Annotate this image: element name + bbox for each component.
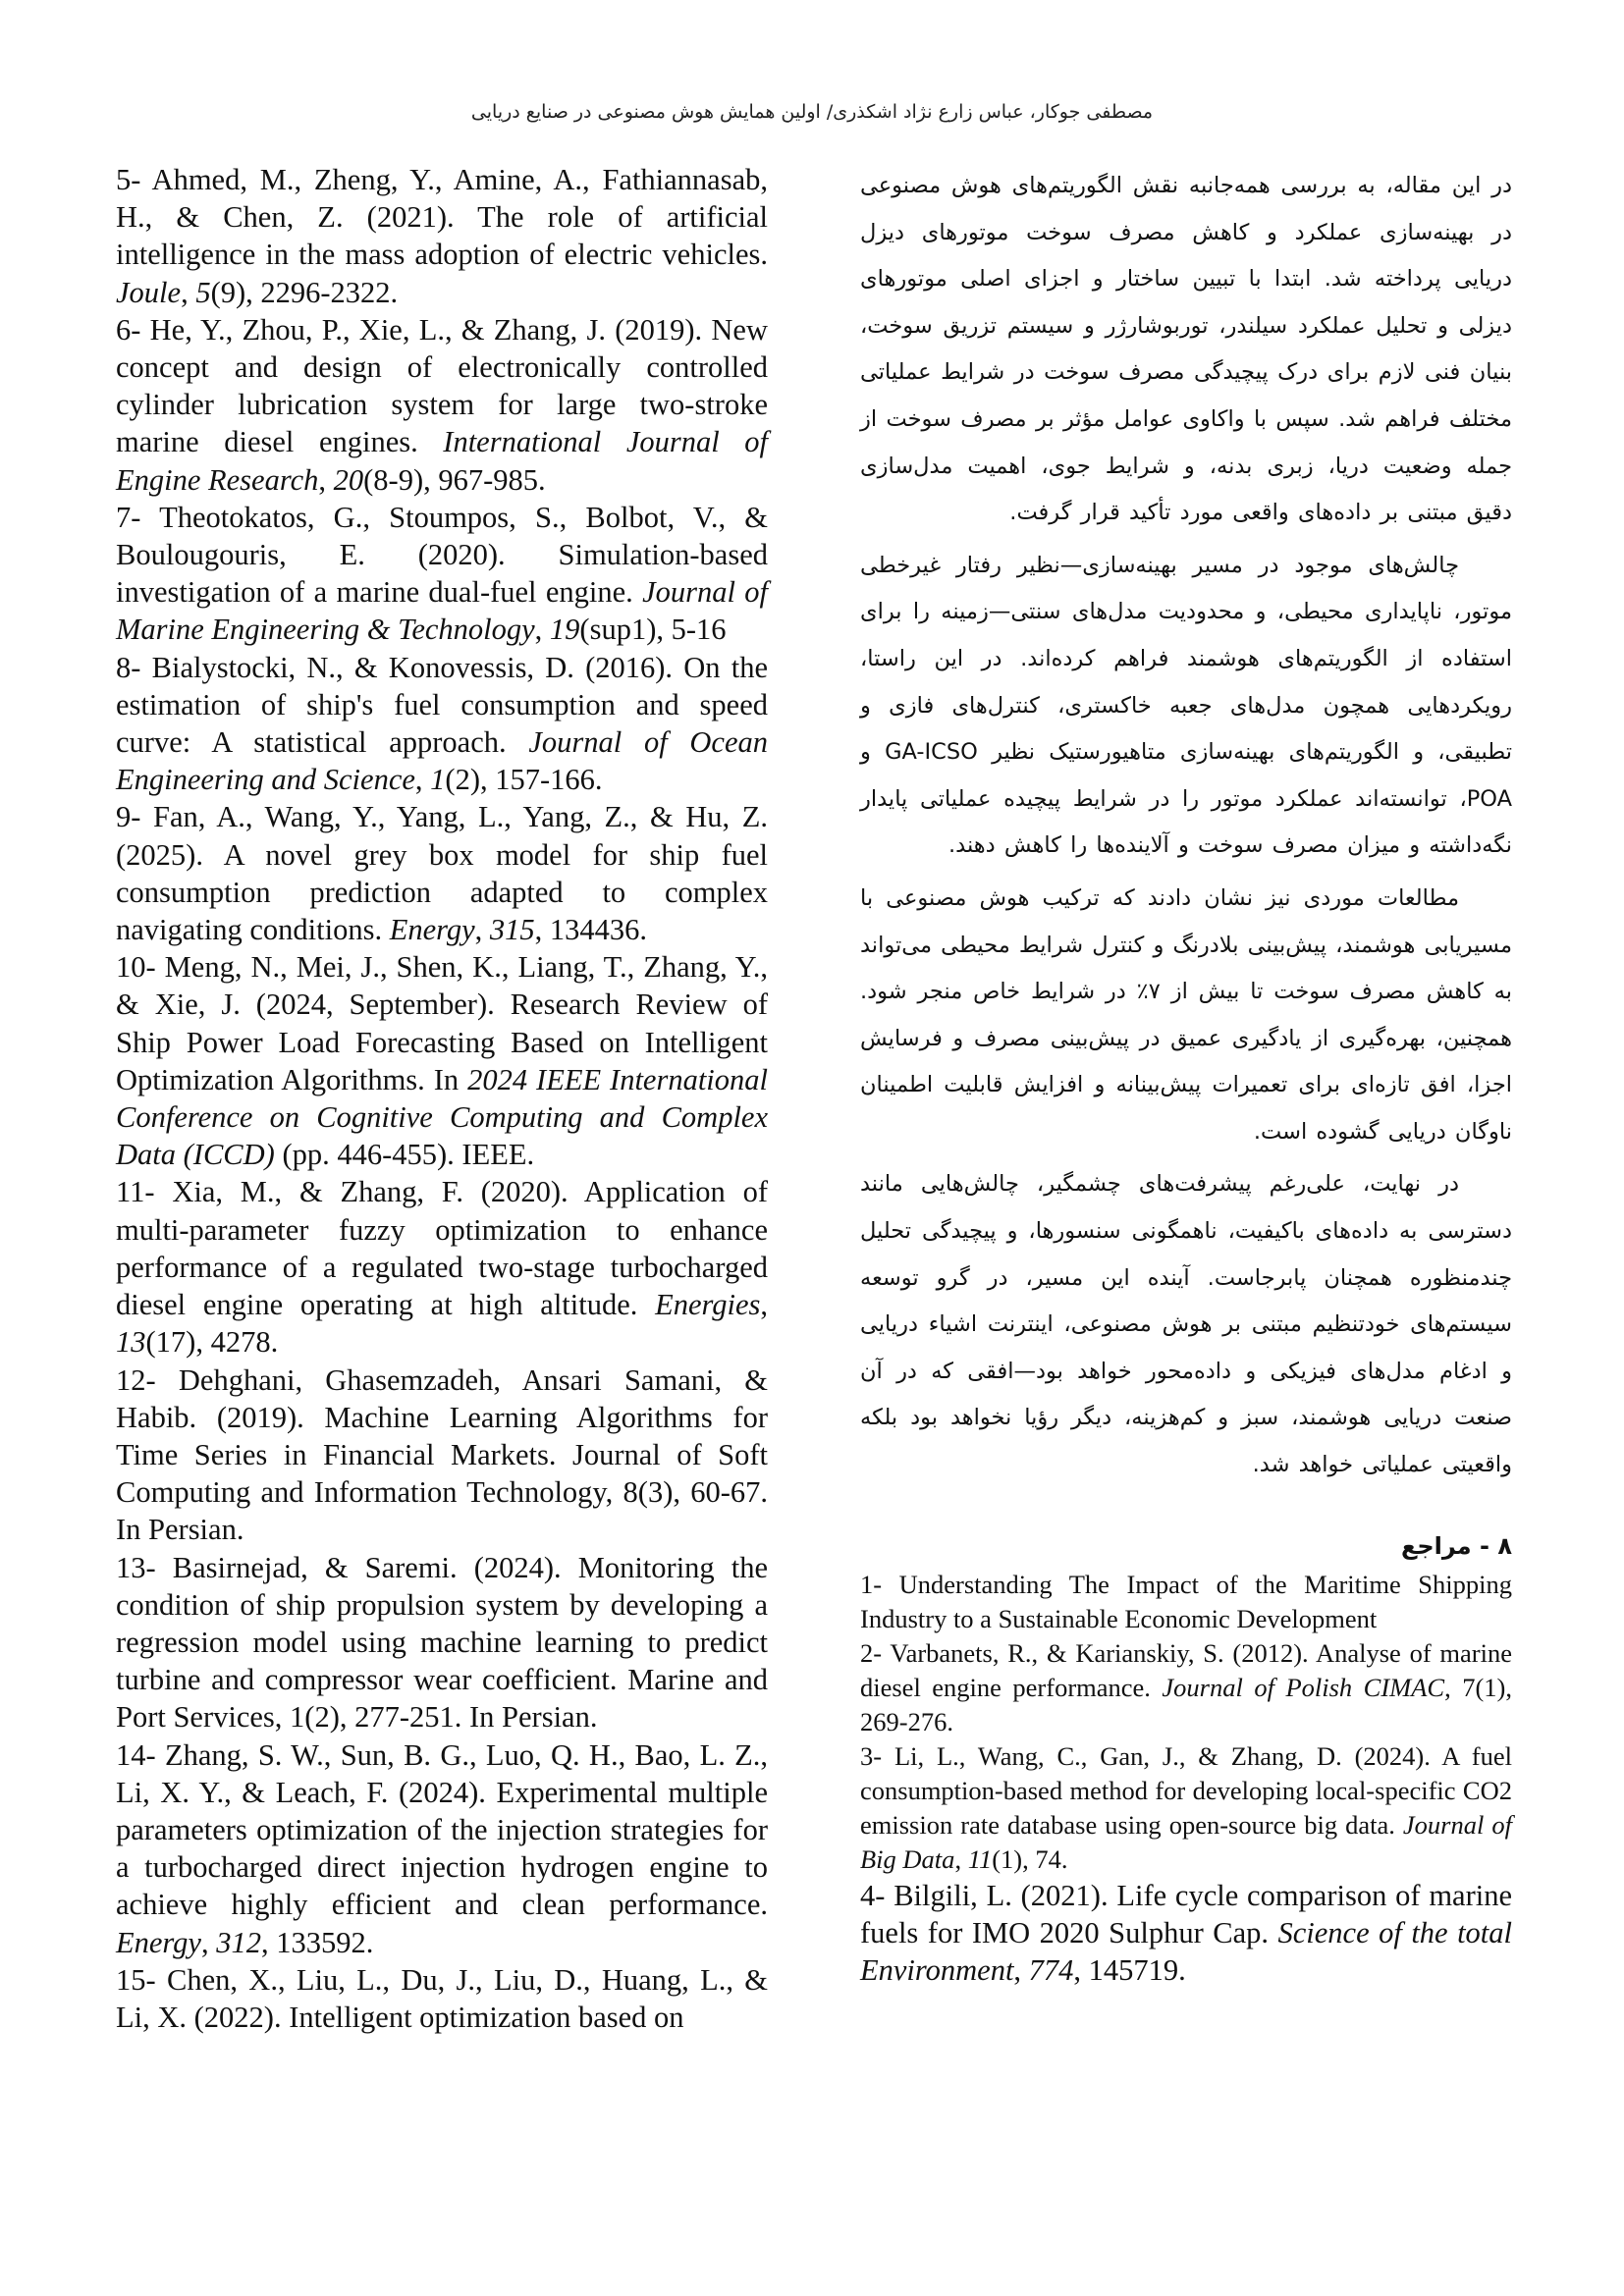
conclusion-paragraph: در نهایت، علی‌رغم پیشرفت‌های چشمگیر، چالش‌هایی مانند دسترسی به داده‌های باکیفیت، ناهمگونی سنسورها، و پیچیدگی تحلیل چندمنظوره همچنان پابرجاست. آینده این مسیر، در گرو توسعه سیستم‌های خودتنظیم مبتنی بر هوش مصنوعی، اینترنت اشیاء دریایی و ادغام مدل‌های فیزیکی و داده‌محور خواهد بود—افقی که در آن صنعت دریایی هوشمند، سبز و کم‌هزینه، دیگر رؤیا نخواهد بود بلکه واقعیتی عملیاتی خواهد شد. (860, 1171, 1512, 1478)
right-column-references (860, 1568, 1512, 1990)
reference-item: 1- Understanding The Impact of the Maritime Shipping Industry to a Sustainable Economic Development (860, 1569, 1512, 1633)
reference-item: 8- Bialystocki, N., & Konovessis, D. (2016). On the estimation of ship's fuel consumption and speed curve: A statistical approach. Journal of Ocean Engineering and Science, 1(2), 157-166. (116, 650, 768, 797)
running-header: مصطفی جوکار، عباس زارع نژاد اشکذری/ اولین همایش هوش مصنوعی در صنایع دریایی (470, 101, 1154, 123)
reference-item: 3- Li, L., Wang, C., Gan, J., & Zhang, D. (2024). A fuel consumption-based method for developing local-specific CO2 emission rate database using open-source big data. Journal of Big Data, 11(1), 74. (860, 1740, 1513, 1874)
reference-item: 12- Dehghani, Ghasemzadeh, Ansari Samani, & Habib. (2019). Machine Learning Algorithms for Time Series in Financial Markets. Journal of Soft Computing and Information Technology, 8(3), 60-67. In Persian. (116, 1362, 768, 1547)
reference-item: 10- Meng, N., Mei, J., Shen, K., Liang, T., Zhang, Y., & Xie, J. (2024, September). Research Review of Ship Power Load Forecasting Based on Intelligent Optimization Algorithms. In 2024 IEEE International Conference on Cognitive Computing and Complex Data (ICCD) (pp. 446-455). IEEE. (116, 950, 768, 1172)
reference-item: 11- Xia, M., & Zhang, F. (2020). Application of multi-parameter fuzzy optimization to enhance performance of a regulated two-stage turbocharged diesel engine operating at high altitude. Energies, 13(17), 4278. (116, 1175, 768, 1360)
reference-item: 13- Basirnejad, & Saremi. (2024). Monitoring the condition of ship propulsion system by developing a regression model using machine learning to predict turbine and compressor wear coefficient. Marine and Port Services, 1(2), 277-251. In Persian. (116, 1550, 768, 1735)
reference-item: 6- He, Y., Zhou, P., Xie, L., & Zhang, J. (2019). New concept and design of electronically controlled cylinder lubrication system for large two-stroke marine diesel engines. International Journal of Engine Research, 20(8-9), 967-985. (116, 312, 768, 497)
reference-item: 7- Theotokatos, G., Stoumpos, S., Bolbot, V., & Boulougouris, E. (2020). Simulation-based investigation of a marine dual-fuel engine. Journal of Marine Engineering & Technology, 19(sup1), 5-16 (116, 500, 768, 647)
conclusion-paragraph: مطالعات موردی نیز نشان دادند که ترکیب هوش مصنوعی با مسیریابی هوشمند، پیش‌بینی بلادرنگ و کنترل شرایط محیطی می‌تواند به کاهش مصرف سوخت تا بیش از ۷٪ در شرایط خاص منجر شود. همچنین، بهره‌گیری از یادگیری عمیق در پیش‌بینی مصرف و فرسایش اجزا، افق تازه‌ای برای تعمیرات پیش‌بینانه و افزایش قابلیت اطمینان ناوگان دریایی گشوده است. (860, 884, 1513, 1145)
reference-item: 2- Varbanets, R., & Karianskiy, S. (2012). Analyse of marine diesel engine performance. Journal of Polish CIMAC, 7(1), 269-276. (860, 1637, 1512, 1736)
conclusion-paragraph: چالش‌های موجود در مسیر بهینه‌سازی—نظیر رفتار غیرخطی موتور، ناپایداری محیطی، و محدودیت مدل‌های سنتی—زمینه را برای استفاده از الگوریتم‌های هوشمند فراهم کرده‌اند. در این راستا، رویکردهایی همچون مدل‌های جعبه خاکستری، کنترل‌های فازی و تطبیقی، و الگوریتم‌های بهینه‌سازی متاهیورستیک نظیر GA-ICSO و POA، توانسته‌اند عملکرد موتور را در شرایط پیچیده عملیاتی پایدار نگه‌داشته و میزان مصرف سوخت و آلاینده‌ها را کاهش دهند. (860, 552, 1512, 859)
reference-item: 15- Chen, X., Liu, L., Du, J., Liu, D., Huang, L., & Li, X. (2022). Intelligent optimization based on (116, 1962, 768, 2034)
reference-item: 5- Ahmed, M., Zheng, Y., Amine, A., Fathiannasab, H., & Chen, Z. (2021). The role of artificial intelligence in the mass adoption of electric vehicles. Joule, 5(9), 2296-2322. (116, 163, 768, 309)
reference-item: 9- Fan, A., Wang, Y., Yang, L., Yang, Z., & Hu, Z. (2025). A novel grey box model for ship fuel consumption prediction adapted to complex navigating conditions. Energy, 315, 134436. (116, 800, 768, 947)
reference-item: 14- Zhang, S. W., Sun, B. G., Luo, Q. H., Bao, L. Z., Li, X. Y., & Leach, F. (2024). Experimental multiple parameters optimization of the injection strategies for a turbocharged direct injection hydrogen engine to achieve highly efficient and clean performance. Energy, 312, 133592. (116, 1737, 769, 1959)
reference-item: 4- Bilgili, L. (2021). Life cycle comparison of marine fuels for IMO 2020 Sulphur Cap. Science of the total Environment, 774, 145719. (860, 1878, 1513, 1988)
conclusion-paragraph: در این مقاله، به بررسی همه‌جانبه نقش الگوریتم‌های هوش مصنوعی در بهینه‌سازی عملکرد و کاهش مصرف سوخت موتورهای دیزل دریایی پرداخته شد. ابتدا با تبیین ساختار و اجزای اصلی موتورهای دیزلی و تحلیل عملکرد سیلندر، توربوشارژر و سیستم تزریق سوخت، بنیان فنی لازم برای درک پیچیدگی مصرف سوخت در شرایط عملیاتی مختلف فراهم شد. سپس با واکاوی عوامل مؤثر بر مصرف سوخت از جمله وضعیت دریا، زبری بدنه، و شرایط جوی، اهمیت مدل‌سازی دقیق مبتنی بر داده‌های واقعی مورد تأکید قرار گرفت. (860, 173, 1512, 526)
references-heading: ۸ - مراجع (1400, 1531, 1512, 1560)
right-column (860, 163, 1512, 1989)
left-column-references (116, 161, 768, 2036)
